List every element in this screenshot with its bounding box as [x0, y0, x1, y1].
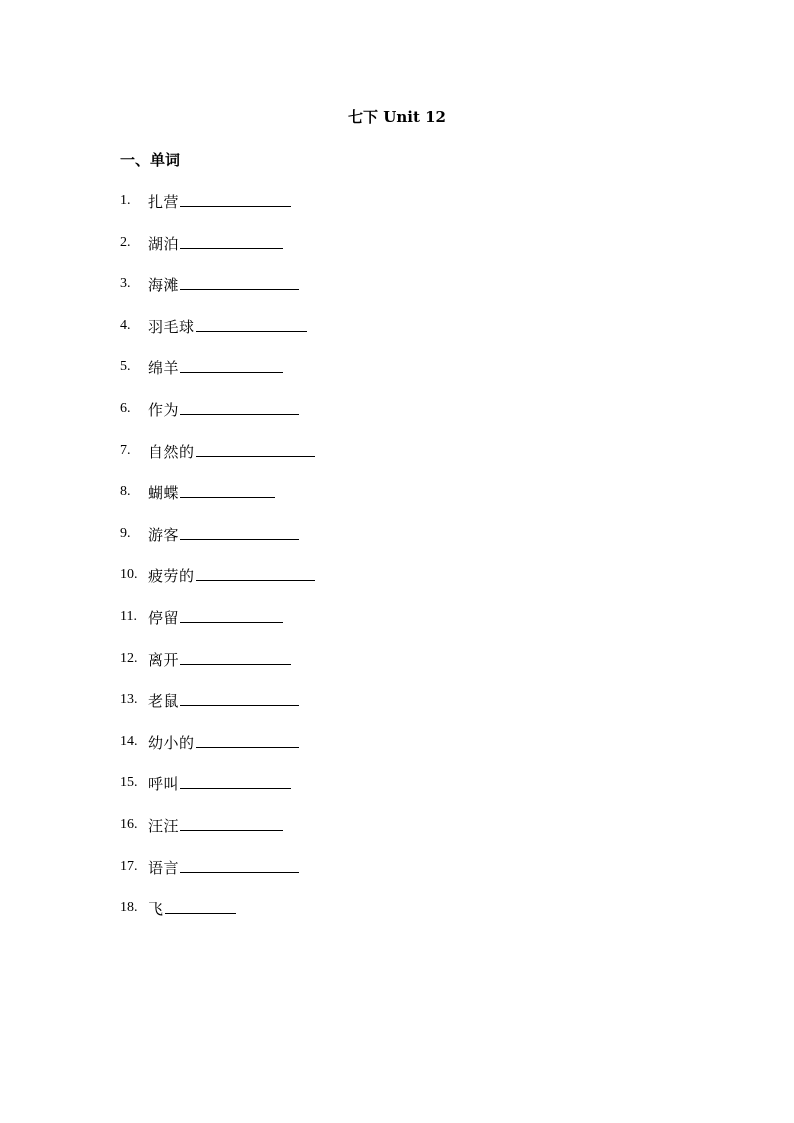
item-number: 3.	[120, 276, 131, 292]
item-word: 羽毛球	[148, 317, 195, 336]
answer-blank[interactable]	[196, 315, 307, 332]
item-word: 湖泊	[148, 234, 180, 253]
item-word: 飞	[148, 900, 164, 919]
list-item	[0, 564, 794, 606]
item-word: 疲劳的	[148, 567, 195, 586]
item-line	[148, 606, 283, 628]
item-word: 呼叫	[148, 775, 180, 794]
answer-blank[interactable]	[180, 356, 283, 373]
item-number: 4.	[120, 317, 131, 333]
answer-blank[interactable]	[180, 398, 299, 415]
answer-blank[interactable]	[180, 772, 291, 789]
item-line	[148, 273, 299, 295]
list-item	[0, 190, 794, 232]
item-line	[148, 648, 291, 670]
item-line	[148, 440, 315, 462]
answer-blank[interactable]	[180, 190, 291, 207]
item-number: 6.	[120, 400, 131, 416]
item-line	[148, 731, 299, 753]
item-line	[148, 315, 307, 337]
answer-blank[interactable]	[180, 523, 299, 540]
answer-blank[interactable]	[196, 731, 299, 748]
item-word: 离开	[148, 650, 180, 669]
list-item	[0, 398, 794, 440]
item-line	[148, 814, 283, 836]
answer-blank[interactable]	[180, 273, 299, 290]
list-item	[0, 232, 794, 274]
item-line	[148, 398, 299, 420]
list-item	[0, 523, 794, 565]
answer-blank[interactable]	[165, 897, 236, 914]
item-line	[148, 856, 299, 878]
word-list	[0, 190, 794, 939]
item-number: 13.	[120, 692, 138, 708]
item-number: 12.	[120, 650, 138, 666]
item-line	[148, 190, 291, 212]
list-item	[0, 315, 794, 357]
list-item	[0, 731, 794, 773]
item-line	[148, 689, 299, 711]
item-word: 绵羊	[148, 359, 180, 378]
item-line	[148, 523, 299, 545]
answer-blank[interactable]	[180, 481, 275, 498]
item-number: 18.	[120, 900, 138, 916]
answer-blank[interactable]	[180, 232, 283, 249]
list-item	[0, 606, 794, 648]
list-item	[0, 897, 794, 939]
item-word: 汪汪	[148, 816, 180, 835]
answer-blank[interactable]	[196, 440, 315, 457]
item-word: 语言	[148, 858, 180, 877]
answer-blank[interactable]	[180, 689, 299, 706]
answer-blank[interactable]	[180, 856, 299, 873]
item-number: 15.	[120, 775, 138, 791]
answer-blank[interactable]	[180, 606, 283, 623]
item-number: 9.	[120, 525, 131, 541]
item-number: 11.	[120, 608, 137, 624]
item-word: 游客	[148, 525, 180, 544]
item-word: 自然的	[148, 442, 195, 461]
item-word: 停留	[148, 608, 180, 627]
list-item	[0, 814, 794, 856]
answer-blank[interactable]	[180, 648, 291, 665]
item-line	[148, 564, 315, 586]
list-item	[0, 481, 794, 523]
item-line	[148, 356, 283, 378]
list-item	[0, 440, 794, 482]
item-word: 老鼠	[148, 692, 180, 711]
item-number: 17.	[120, 858, 138, 874]
item-word: 作为	[148, 400, 180, 419]
item-word: 扎营	[148, 193, 180, 211]
item-number: 16.	[120, 816, 138, 832]
item-number: 1.	[120, 193, 131, 208]
list-item	[0, 356, 794, 398]
item-number: 2.	[120, 234, 131, 250]
section-heading: 一、单词	[120, 151, 181, 169]
item-number: 8.	[120, 484, 131, 500]
list-item	[0, 273, 794, 315]
item-line	[148, 232, 283, 254]
item-number: 5.	[120, 359, 131, 375]
item-line	[148, 897, 236, 919]
item-number: 10.	[120, 567, 138, 583]
list-item	[0, 856, 794, 898]
list-item	[0, 772, 794, 814]
item-line	[148, 772, 291, 794]
answer-blank[interactable]	[180, 814, 283, 831]
list-item	[0, 689, 794, 731]
item-line	[148, 481, 275, 503]
item-word: 蝴蝶	[148, 484, 180, 503]
page-title: 七下 Unit 12	[348, 108, 446, 126]
list-item	[0, 648, 794, 690]
item-word: 幼小的	[148, 733, 195, 752]
item-word: 海滩	[148, 276, 180, 295]
item-number: 14.	[120, 733, 138, 749]
answer-blank[interactable]	[196, 564, 315, 581]
item-number: 7.	[120, 442, 131, 458]
